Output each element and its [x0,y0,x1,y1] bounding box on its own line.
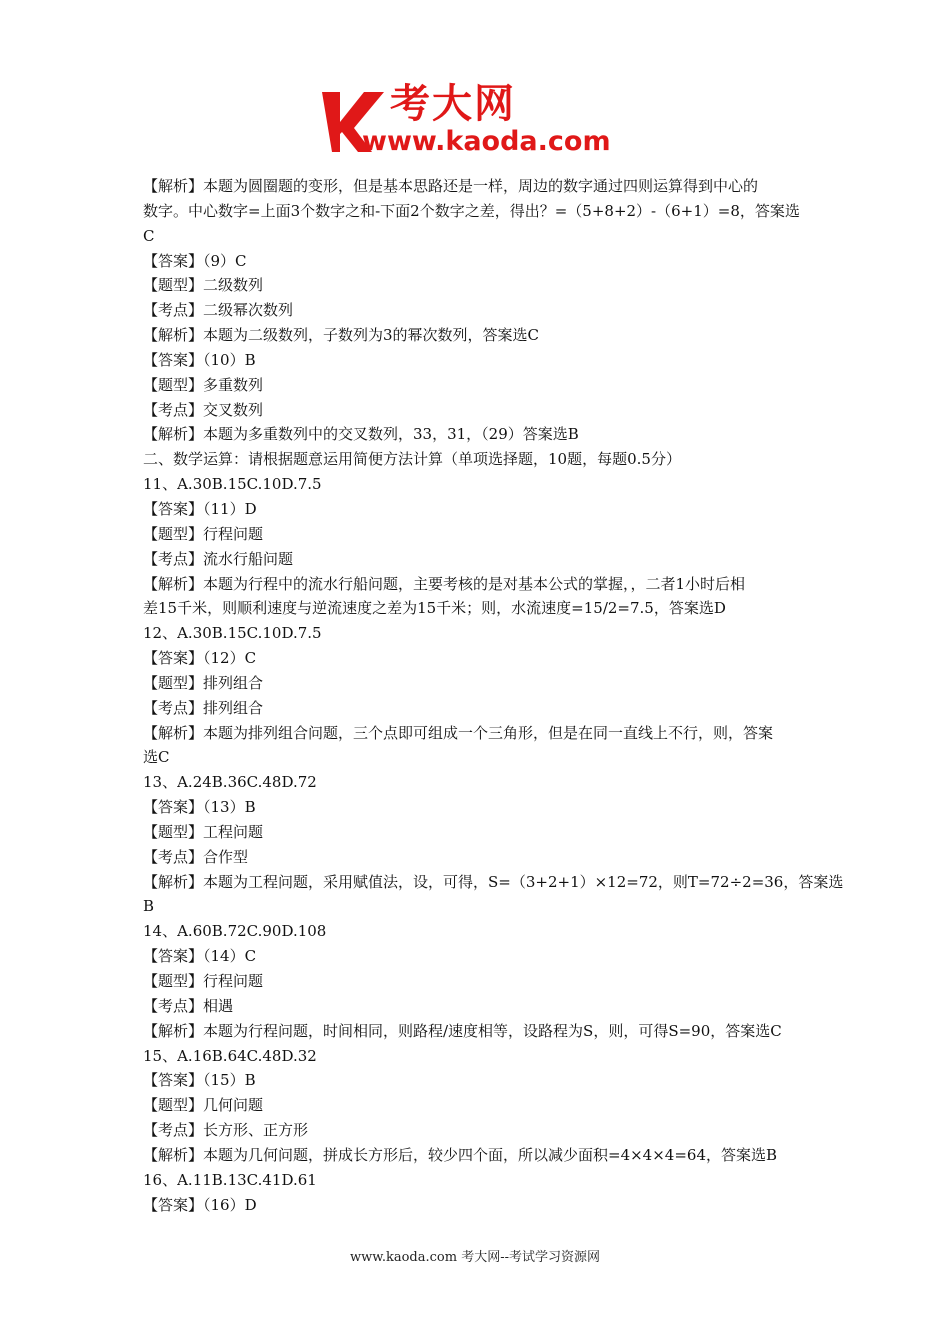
text-line: 【解析】本题为排列组合问题，三个点即可组成一个三角形，但是在同一直线上不行，则，答案 [143,723,774,742]
text-line: 【题型】行程问题 [143,972,264,990]
text-line: 【题型】多重数列 [143,375,264,394]
text-line: 【答案】（12）C [143,649,257,668]
text-line: 选C [143,748,170,767]
text-line: 【解析】本题为多重数列中的交叉数列，33，31，（29）答案选B [143,425,579,444]
text-line: 差15千米，则顺利速度与逆流速度之差为15千米；则，水流速度=15/2=7.5，答案选D [143,599,726,618]
text-line: 【考点】长方形、正方形 [143,1121,309,1140]
text-line: 数字。中心数字=上面3个数字之和-下面2个数字之差，得出？=（5+8+2）-（6+1）=8，答案选 [143,201,800,220]
text-line: 【答案】（10）B [143,350,256,369]
text-line: 【考点】交叉数列 [143,400,264,419]
text-line: C [143,226,155,245]
text-line: 15、A.16B.64C.48D.32 [143,1046,317,1065]
text-line: 12、A.30B.15C.10D.7.5 [143,624,322,643]
text-line: 【考点】流水行船问题 [143,549,294,568]
text-line: 二、数学运算：请根据题意运用简便方法计算（单项选择题，10题，每题0.5分） [143,450,681,469]
kaoda-logo [318,82,638,162]
text-line: 【题型】几何问题 [143,1096,264,1115]
text-line: 【解析】本题为圆圈题的变形，但是基本思路还是一样，周边的数字通过四则运算得到中心的 [143,177,759,195]
document-body [143,174,844,1217]
logo-chinese-name: 考大网 [390,81,516,127]
text-line: 【考点】二级幂次数列 [143,301,294,320]
text-line: 【题型】二级数列 [143,276,264,295]
text-line: 【解析】本题为行程问题，时间相同，则路程/速度相等，设路程为S，则，可得S=90，答案选C [143,1021,782,1040]
text-line: 13、A.24B.36C.48D.72 [143,773,317,792]
text-line: 【题型】排列组合 [143,673,264,692]
text-line: B [143,897,155,916]
text-line: 【考点】排列组合 [143,698,264,717]
text-line: 16、A.11B.13C.41D.61 [143,1170,317,1189]
text-line: 【答案】（14）C [143,947,257,966]
text-line: 14、A.60B.72C.90D.108 [143,922,327,941]
text-line: 【考点】合作型 [143,847,249,866]
text-line: 11、A.30B.15C.10D.7.5 [143,475,322,494]
text-line: 【题型】行程问题 [143,524,264,543]
text-line: 【解析】本题为行程中的流水行船问题，主要考核的是对基本公式的掌握，，二者1小时后相 [143,574,746,593]
text-line: 【解析】本题为几何问题，拼成长方形后，较少四个面，所以减少面积=4×4×4=64，答案选B [143,1145,778,1164]
text-line: 【考点】相遇 [143,996,234,1015]
text-line: 【解析】本题为工程问题，采用赋值法，设，可得，S=（3+2+1）×12=72，则T=72÷2=36，答案选 [143,872,844,891]
text-line: 【答案】（11）D [143,499,257,518]
text-line: 【答案】（13）B [143,798,256,817]
page-footer: www.kaoda.com 考大网--考试学习资源网 [350,1250,600,1265]
text-line: 【答案】（15）B [143,1071,256,1090]
text-line: 【答案】（16）D [143,1195,257,1214]
text-line: 【解析】本题为二级数列，子数列为3的幂次数列，答案选C [143,326,540,345]
logo-url: www.kaoda.com [362,126,611,157]
text-line: 【答案】（9）C [143,251,247,270]
text-line: 【题型】工程问题 [143,822,264,841]
